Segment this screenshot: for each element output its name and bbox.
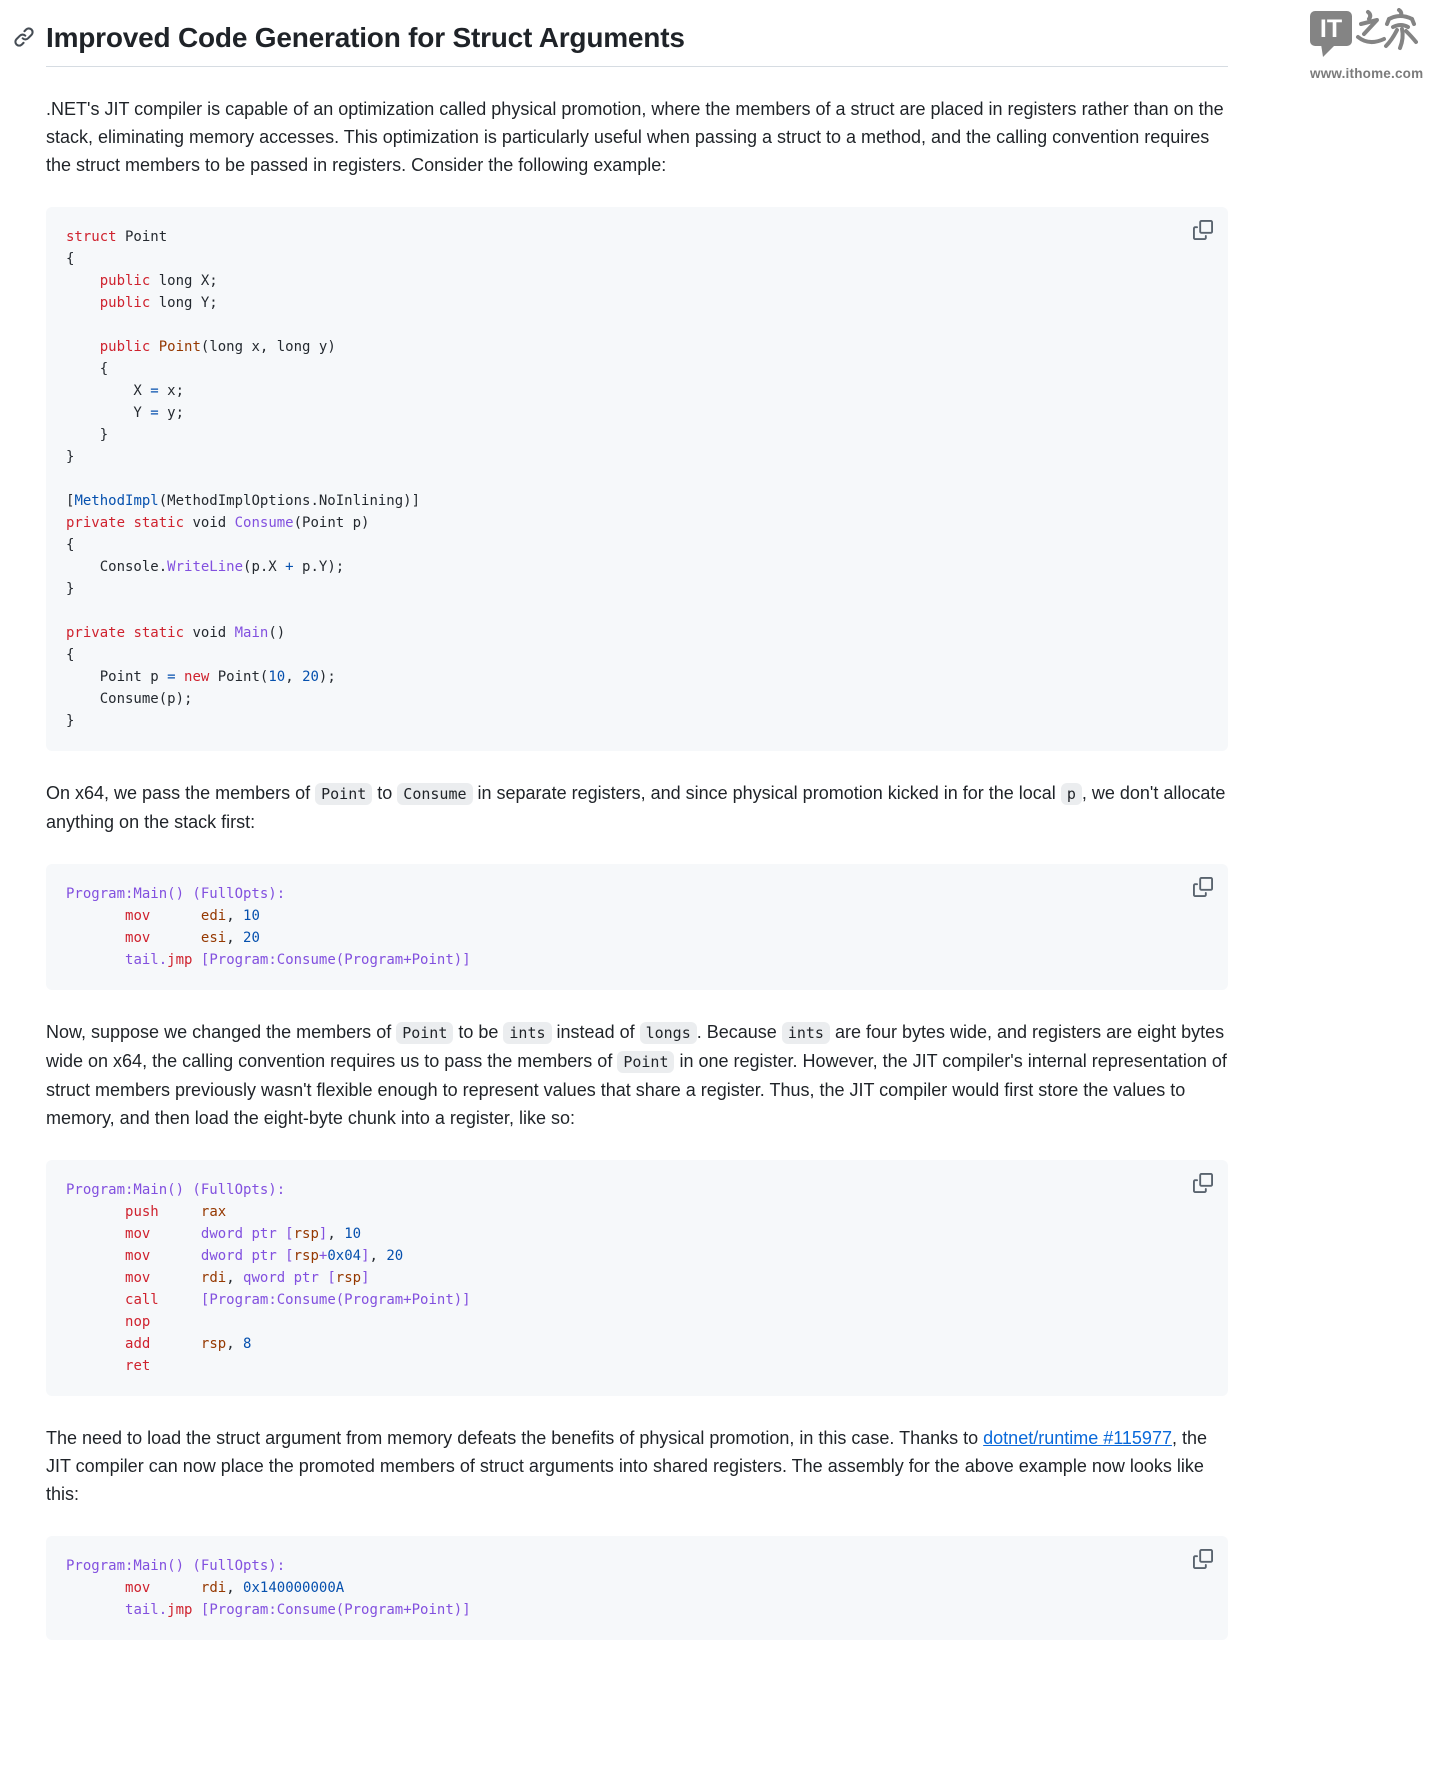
paragraph-shared-registers: The need to load the struct argument from memory defeats the benefits of physical promotion, in this case. Thanks to dotnet/runtime #115977, the JIT compiler can now place the promoted members of struct arguments into shared registers. The assembly for the above example now looks like this:	[46, 1428, 1207, 1504]
code-line: [MethodImpl(MethodImplOptions.NoInlining)]	[66, 493, 421, 509]
code-line: ret	[125, 1358, 151, 1374]
code-line: }	[66, 713, 75, 729]
copy-button[interactable]	[1191, 875, 1215, 899]
code-line: Program:Main() (FullOpts):	[66, 1182, 286, 1198]
code-line: push rax	[125, 1204, 227, 1220]
code-line: Console.WriteLine(p.X + p.Y);	[66, 559, 345, 575]
code-lines	[66, 226, 1208, 732]
code-line: public Point(long x, long y)	[99, 339, 336, 355]
code-line: {	[66, 361, 109, 377]
code-line: {	[66, 537, 75, 553]
logo-calligraphy	[1358, 10, 1416, 48]
code-line	[66, 314, 1208, 336]
code-line: private static void Main()	[66, 625, 286, 641]
code-block-csharp	[46, 207, 1228, 751]
code-line: mov edi, 10	[125, 908, 260, 924]
code-line: tail.jmp [Program:Consume(Program+Point)]	[125, 1602, 471, 1618]
copy-icon	[1193, 220, 1213, 240]
code-line: Y = y;	[66, 405, 185, 421]
link-dotnet-runtime-115977[interactable]: dotnet/runtime #115977	[983, 1428, 1172, 1448]
code-line: struct Point	[66, 229, 168, 245]
code-line: add rsp, 8	[125, 1336, 252, 1352]
code-line: }	[66, 449, 75, 465]
code-block-asm-improved	[46, 1536, 1228, 1640]
code-line: Point p = new Point(10, 20);	[66, 669, 336, 685]
code-line: mov rdi, 0x140000000A	[125, 1580, 345, 1596]
code-line: }	[66, 427, 109, 443]
code-line: {	[66, 647, 75, 663]
inline-code: Point	[396, 1022, 453, 1044]
code-line: nop	[125, 1314, 151, 1330]
article-header	[0, 0, 1440, 81]
code-line: public long Y;	[99, 295, 218, 311]
paragraph-ints-vs-longs: Now, suppose we changed the members of Point to be ints instead of longs . Because ints are four bytes wide, and registers are eight bytes wide on x64, the calling convention requires us to pass the members of Point in one register. However, the JIT compiler's internal representation of struct members previously wasn't flexible enough to represent values that share a register. Thus, the JIT compiler would first store the values to memory, and then load the eight-byte chunk into a register, like so:	[46, 1022, 1227, 1128]
inline-code: Point	[617, 1051, 674, 1073]
inline-code: ints	[782, 1022, 830, 1044]
code-lines	[66, 883, 1208, 971]
inline-code: Point	[315, 783, 372, 805]
copy-button[interactable]	[1191, 1171, 1215, 1195]
article-content	[46, 95, 1228, 1640]
inline-code: longs	[640, 1022, 697, 1044]
site-url: www.ithome.com	[1310, 66, 1424, 81]
code-block-asm-memory	[46, 1160, 1228, 1396]
code-line: mov esi, 20	[125, 930, 260, 946]
code-line	[66, 600, 1208, 622]
code-line: mov dword ptr [rsp+0x04], 20	[125, 1248, 404, 1264]
code-line: }	[66, 581, 75, 597]
code-line: mov dword ptr [rsp], 10	[125, 1226, 362, 1242]
title-divider	[46, 66, 1228, 67]
inline-code: Consume	[397, 783, 472, 805]
code-lines	[66, 1555, 1208, 1621]
copy-icon	[1193, 877, 1213, 897]
code-lines	[66, 1179, 1208, 1377]
code-line: public long X;	[99, 273, 218, 289]
code-line: tail.jmp [Program:Consume(Program+Point)]	[125, 952, 471, 968]
copy-icon	[1193, 1549, 1213, 1569]
code-line: Consume(p);	[66, 691, 193, 707]
inline-code: p	[1061, 783, 1082, 805]
copy-icon	[1193, 1173, 1213, 1193]
copy-button[interactable]	[1191, 218, 1215, 242]
inline-code: ints	[503, 1022, 551, 1044]
heading-link-icon[interactable]	[13, 26, 35, 48]
paragraph-intro: .NET's JIT compiler is capable of an optimization called physical promotion, where the members of a struct are placed in registers rather than on the stack, eliminating memory accesses. This optimization is particularly useful when passing a struct to a method, and the calling convention requires the struct members to be passed in registers. Consider the following example:	[46, 99, 1224, 175]
code-line: call [Program:Consume(Program+Point)]	[125, 1292, 471, 1308]
paragraph-x64-registers: On x64, we pass the members of Point to Consume in separate registers, and since physical promotion kicked in for the local p , we don't allocate anything on the stack first:	[46, 783, 1226, 832]
code-line	[66, 468, 1208, 490]
code-block-asm-fullopts-1	[46, 864, 1228, 990]
code-line: mov rdi, qword ptr [rsp]	[125, 1270, 370, 1286]
ithome-logo	[1310, 8, 1424, 81]
code-line: Program:Main() (FullOpts):	[66, 1558, 286, 1574]
ithome-logo-icon	[1310, 8, 1418, 58]
copy-button[interactable]	[1191, 1547, 1215, 1571]
code-line: X = x;	[66, 383, 185, 399]
code-line: private static void Consume(Point p)	[66, 515, 370, 531]
page-title: Improved Code Generation for Struct Arguments	[46, 22, 685, 53]
code-line: Program:Main() (FullOpts):	[66, 886, 286, 902]
code-line: {	[66, 251, 75, 267]
logo-bubble-text: IT	[1319, 15, 1343, 43]
